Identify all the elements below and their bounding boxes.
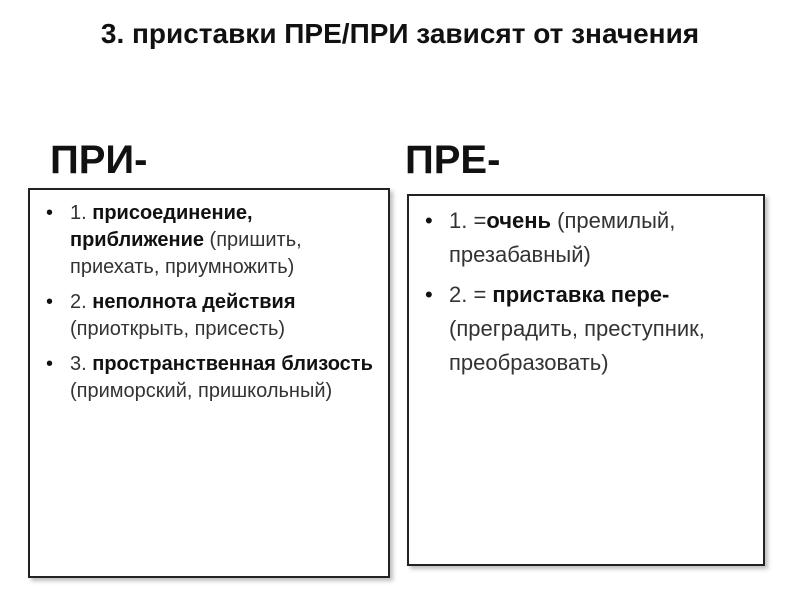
item-examples: (приоткрыть, присесть) — [70, 318, 286, 340]
pri-meanings-list — [42, 200, 376, 405]
list-item — [42, 351, 376, 405]
item-examples: (преградить, преступник, преобразовать) — [449, 316, 705, 375]
item-number: 2. — [70, 291, 93, 313]
pre-meanings-box — [407, 194, 765, 566]
item-meaning: неполнота действия — [92, 291, 296, 313]
item-meaning: приставка пере- — [492, 282, 670, 307]
item-meaning: очень — [486, 208, 552, 233]
item-number: 1. = — [449, 208, 487, 233]
item-examples: (приморский, пришкольный) — [70, 380, 333, 402]
slide-title: 3. приставки ПРЕ/ПРИ зависят от значения — [100, 18, 700, 49]
list-item — [42, 200, 376, 281]
item-meaning: присоединение, приближение — [70, 202, 253, 251]
list-item — [42, 289, 376, 343]
item-examples: (пришить, приехать, приумножить) — [70, 229, 302, 278]
item-meaning: пространственная близость — [92, 353, 373, 375]
pri-meanings-box — [28, 188, 390, 578]
item-number: 2. = — [449, 282, 493, 307]
list-item — [421, 278, 751, 380]
list-item — [421, 204, 751, 272]
pre-meanings-list — [421, 204, 751, 380]
heading-pri: ПРИ- — [50, 138, 148, 182]
heading-pre: ПРЕ- — [405, 138, 501, 182]
item-examples: (премилый, презабавный) — [449, 208, 676, 267]
item-number: 1. — [70, 202, 93, 224]
item-number: 3. — [70, 353, 93, 375]
